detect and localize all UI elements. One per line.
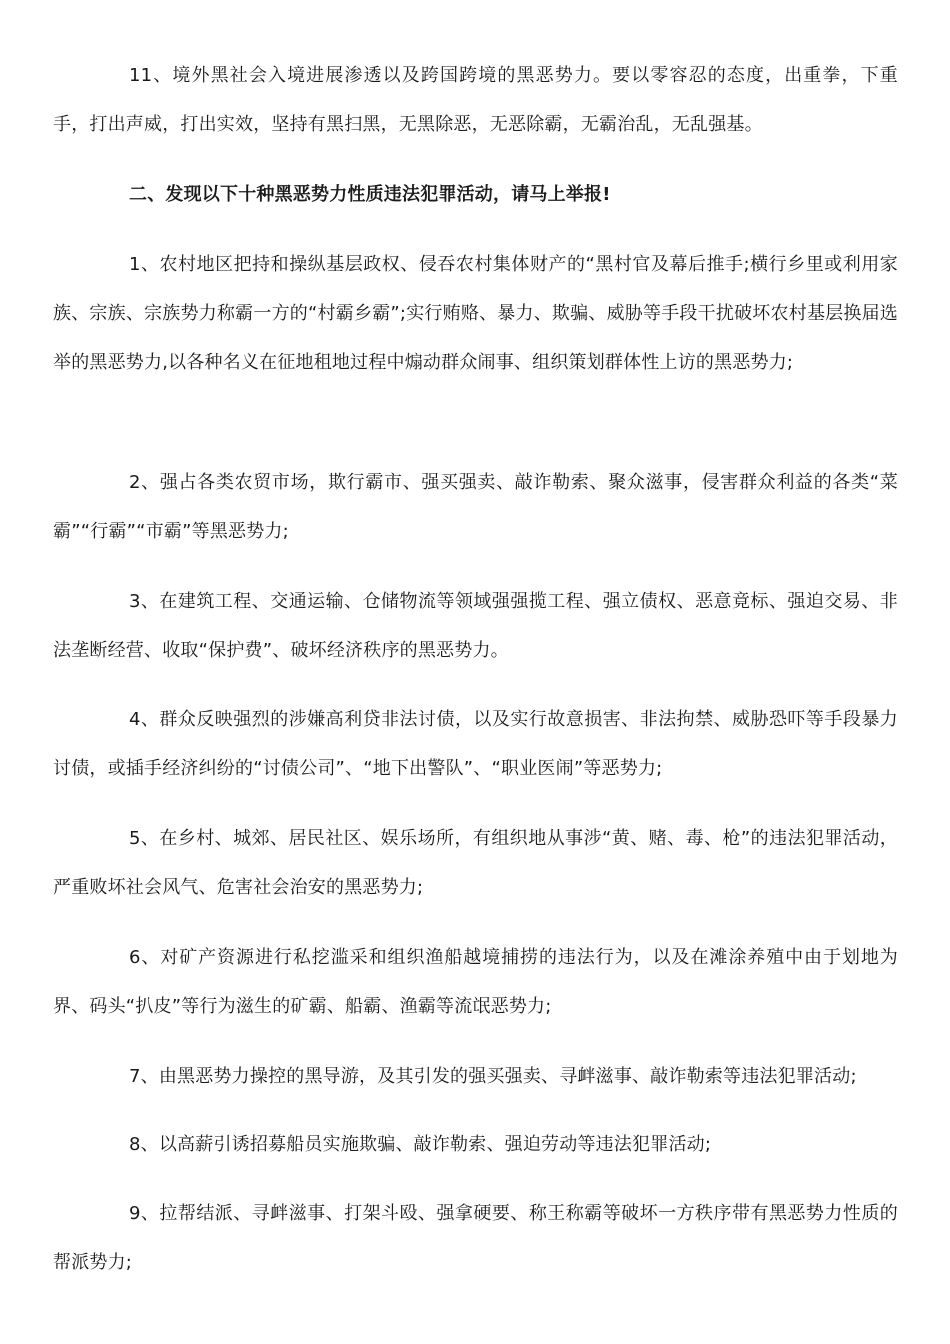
paragraph-item-2: 2、强占各类农贸市场，欺行霸市、强买强卖、敲诈勒索、聚众滋事，侵害群众利益的各类“菜霸”“行霸”“市霸”等黑恶势力; <box>53 472 898 542</box>
paragraph-item-7: 7、由黑恶势力操控的黑导游，及其引发的强买强卖、寻衅滋事、敲诈勒索等违法犯罪活动; <box>129 1066 857 1087</box>
paragraph-item-3: 3、在建筑工程、交通运输、仓储物流等领域强强揽工程、强立债权、恶意竟标、强迫交易、非法垄断经营、收取“保护费”、破坏经济秩序的黑恶势力。 <box>53 591 898 661</box>
paragraph-item-8: 8、以高薪引诱招募船员实施欺骗、敲诈勒索、强迫劳动等违法犯罪活动; <box>129 1134 712 1155</box>
paragraph-item-9: 9、拉帮结派、寻衅滋事、打架斗殴、强拿硬要、称王称霸等破坏一方秩序带有黑恶势力性质的帮派势力; <box>53 1203 898 1273</box>
paragraph-item-4: 4、群众反映强烈的涉嫌高利贷非法讨债，以及实行故意损害、非法拘禁、威胁恐吓等手段暴力讨债，或插手经济纠纷的“讨债公司”、“地下出警队”、“职业医闹”等恶势力; <box>53 709 898 779</box>
paragraph-item-11: 11、境外黑社会入境进展渗透以及跨国跨境的黑恶势力。要以零容忍的态度，出重拳，下重手，打出声威，打出实效，坚持有黑扫黑，无黑除恶，无恶除霸，无霸治乱，无乱强基。 <box>53 65 898 135</box>
paragraph-item-1: 1、农村地区把持和操纵基层政权、侵吞农村集体财产的“黑村官及幕后推手;横行乡里或利用家族、宗族、宗族势力称霸一方的“村霸乡霸”;实行贿赂、暴力、欺骗、威胁等手段干扰破坏农村基层换届选举的黑恶势力,以各种名义在征地租地过程中煽动群众闹事、组织策划群体性上访的黑恶势力; <box>53 254 898 373</box>
paragraph-item-6: 6、对矿产资源进行私挖滥采和组织渔船越境捕捞的违法行为，以及在滩涂养殖中由于划地为界、码头“扒皮”等行为滋生的矿霸、船霸、渔霸等流氓恶势力; <box>53 947 898 1017</box>
section-heading: 二、发现以下十种黑恶势力性质违法犯罪活动，请马上举报! <box>129 184 611 205</box>
paragraph-item-5: 5、在乡村、城郊、居民社区、娱乐场所，有组织地从事涉“黄、赌、毒、枪”的违法犯罪活动，严重败坏社会风气、危害社会治安的黑恶势力; <box>53 828 898 898</box>
